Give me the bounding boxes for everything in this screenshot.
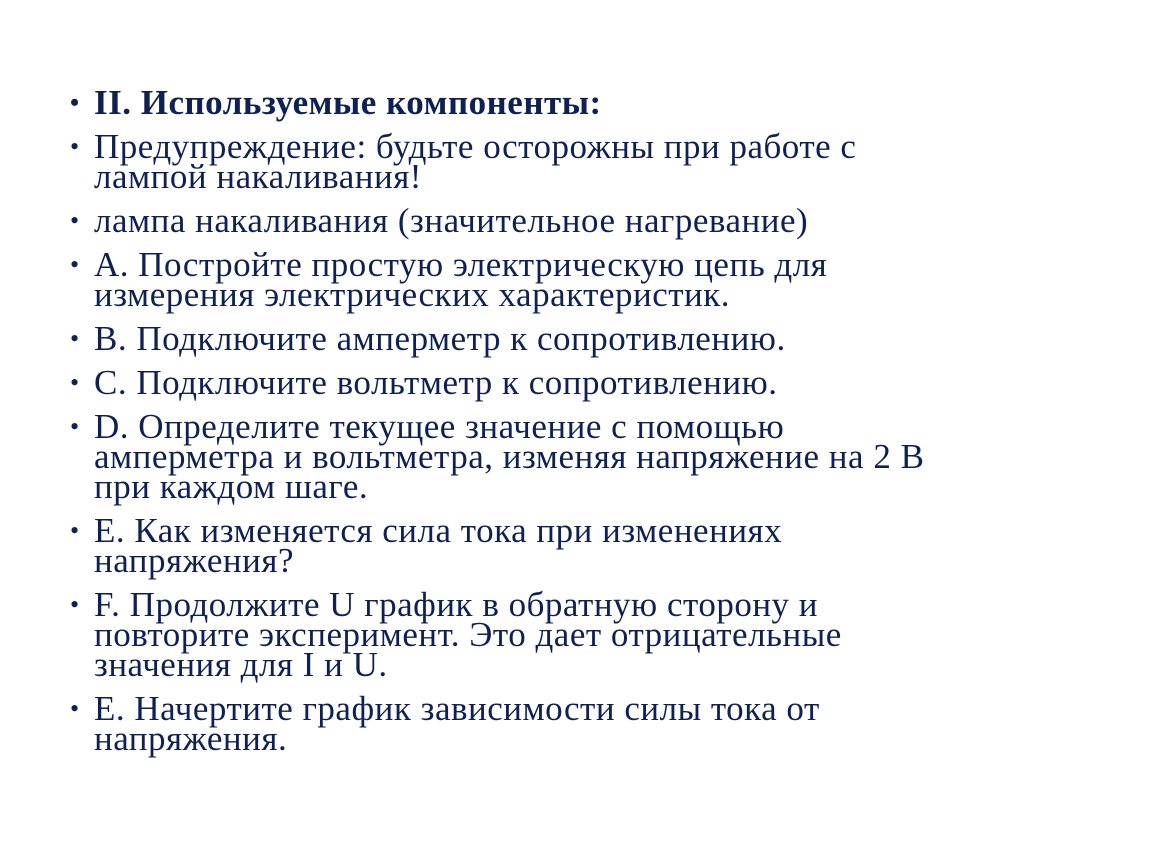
- bullet-text: E. Как изменяется сила тока при изменениях напряжения?: [94, 511, 783, 580]
- bullet-item-step-c: [70, 363, 970, 402]
- bullet-item-lamp: [70, 201, 970, 240]
- bullet-text: F. Продолжите U график в обратную сторону и повторите эксперимент. Это дает отрицательные значения для I и U.: [94, 585, 842, 684]
- bullet-item-step-b: [70, 319, 970, 358]
- bullet-icon: •: [70, 206, 80, 235]
- bullet-text: A. Постройте простую электрическую цепь для измерения электрических характеристик.: [94, 245, 828, 314]
- bullet-item-step-d: [70, 407, 970, 506]
- bullet-item-step-a: [70, 245, 970, 314]
- bullet-text: лампа накаливания (значительное нагревание): [94, 201, 809, 240]
- bullet-item-step-f: [70, 585, 970, 684]
- bullet-text: E. Начертите график зависимости силы тока от напряжения.: [94, 689, 820, 758]
- bullet-item-heading: [70, 83, 970, 122]
- bullet-icon: •: [70, 324, 80, 353]
- bullet-text: Предупреждение: будьте осторожны при работе с лампой накаливания!: [94, 127, 857, 196]
- bullet-icon: •: [70, 132, 80, 161]
- bullet-list: [70, 83, 970, 758]
- bullet-icon: •: [70, 590, 80, 619]
- bullet-icon: •: [70, 368, 80, 397]
- bullet-text: D. Определите текущее значение с помощью амперметра и вольтметра, изменяя напряжение на 2 В при каждом шаге.: [94, 407, 925, 506]
- bullet-text: II. Используемые компоненты:: [94, 83, 602, 122]
- bullet-icon: •: [70, 412, 80, 441]
- bullet-icon: •: [70, 516, 80, 545]
- bullet-item-step-e2: [70, 689, 970, 758]
- bullet-item-warning: [70, 127, 970, 196]
- bullet-text: B. Подключите амперметр к сопротивлению.: [94, 319, 786, 358]
- bullet-icon: •: [70, 694, 80, 723]
- bullet-icon: •: [70, 88, 80, 117]
- bullet-text: C. Подключите вольтметр к сопротивлению.: [94, 363, 778, 402]
- bullet-item-step-e: [70, 511, 970, 580]
- bullet-icon: •: [70, 250, 80, 279]
